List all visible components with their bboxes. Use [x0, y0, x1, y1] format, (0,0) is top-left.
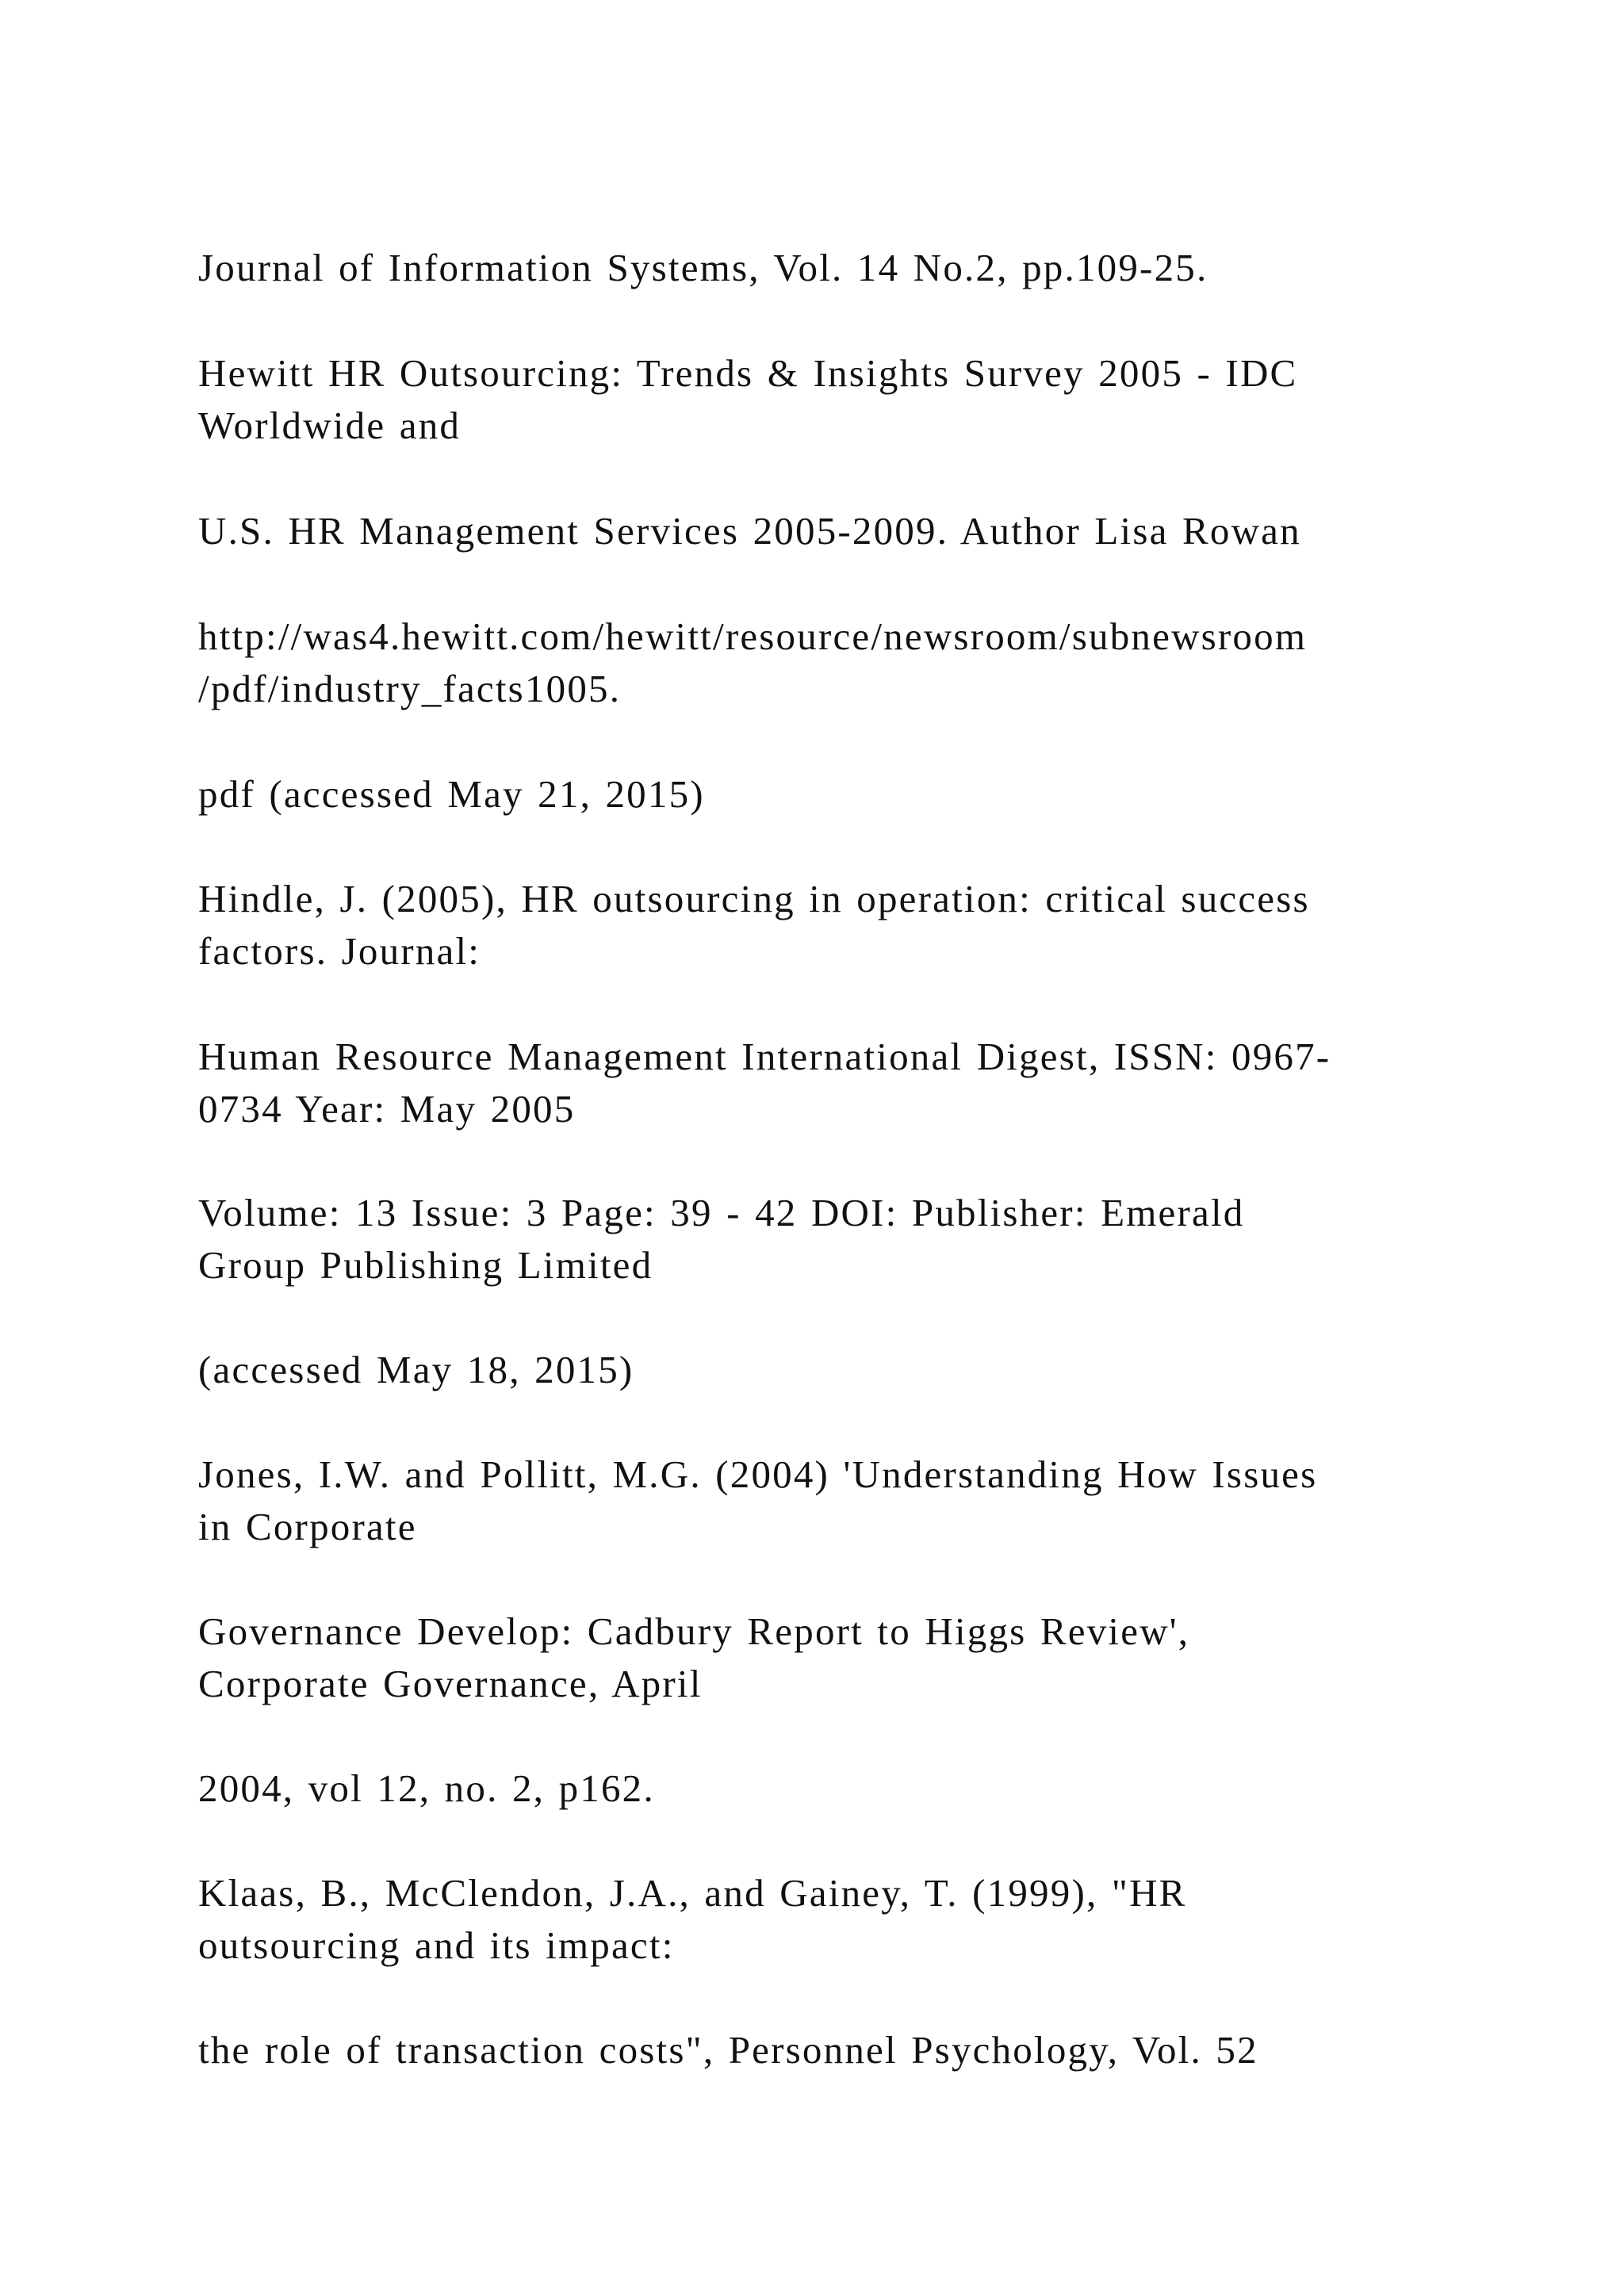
paragraph-jones-pollitt: Jones, I.W. and Pollitt, M.G. (2004) 'Understanding How Issues in Corporate — [198, 1452, 1318, 1548]
paragraph-transaction-costs: the role of transaction costs", Personnel Psychology, Vol. 52 — [198, 2028, 1258, 2072]
paragraph-accessed-may-18: (accessed May 18, 2015) — [198, 1348, 634, 1391]
paragraph-volume-issue: Volume: 13 Issue: 3 Page: 39 - 42 DOI: Publisher: Emerald Group Publishing Limited — [198, 1191, 1245, 1287]
paragraph-journal-info-systems: Journal of Information Systems, Vol. 14 No.2, pp.109-25. — [198, 246, 1208, 289]
paragraph-governance-develop: Governance Develop: Cadbury Report to Higgs Review', Corporate Governance, April — [198, 1609, 1190, 1705]
paragraph-hindle-citation: Hindle, J. (2005), HR outsourcing in operation: critical success factors. Journal: — [198, 877, 1310, 973]
paragraph-vol-12: 2004, vol 12, no. 2, p162. — [198, 1766, 655, 1810]
paragraph-hrm-digest: Human Resource Management International Digest, ISSN: 0967- 0734 Year: May 2005 — [198, 1035, 1331, 1131]
paragraph-klaas-citation: Klaas, B., McClendon, J.A., and Gainey, T. (1999), "HR outsourcing and its impact: — [198, 1871, 1187, 1967]
paragraph-hewitt-survey: Hewitt HR Outsourcing: Trends & Insights Survey 2005 - IDC Worldwide and — [198, 351, 1298, 447]
paragraph-hr-management-services: U.S. HR Management Services 2005-2009. Author Lisa Rowan — [198, 509, 1301, 553]
paragraph-hewitt-url: http://was4.hewitt.com/hewitt/resource/newsroom/subnewsroom /pdf/industry_facts1005. — [198, 614, 1308, 710]
paragraph-pdf-accessed: pdf (accessed May 21, 2015) — [198, 772, 705, 816]
